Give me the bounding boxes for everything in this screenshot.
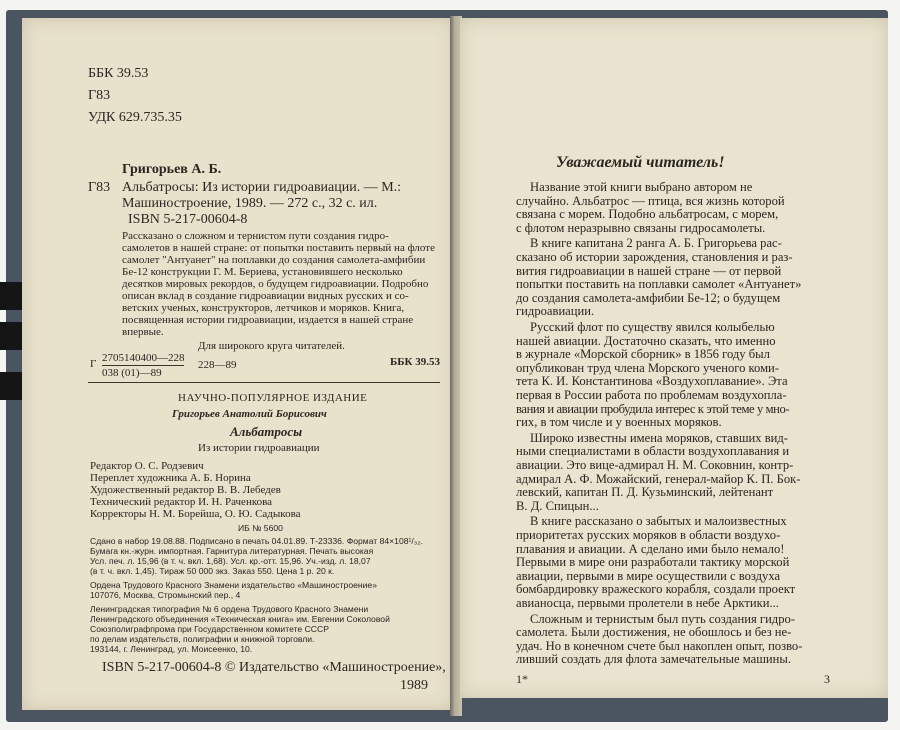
g83-top: Г83	[88, 88, 111, 103]
body-line: вания и авиации пробудила интерес к этой теме у мно-	[516, 401, 790, 416]
abstract-line: Бе-12 конструкции Г. М. Бериева, установившего несколько	[122, 266, 403, 278]
fraction-rule	[102, 365, 184, 366]
body-line: Широко известны имена моряков, ставших вид-	[530, 430, 788, 445]
credit-line: Переплет художника А. Б. Норина	[90, 472, 251, 484]
body-line: бомбардировку вражеского корабля, создали проект	[516, 582, 796, 597]
body-line: сказано об истории зарождения, становления и раз-	[516, 250, 793, 264]
title-line-2: Машиностроение, 1989. — 272 с., 32 с. ил.	[122, 196, 378, 211]
credit-line: Редактор О. С. Родзевич	[90, 460, 204, 472]
left-page	[22, 18, 454, 710]
udk-code: УДК 629.735.35	[88, 110, 182, 125]
print-detail: (в т. ч. вкл. 1,45). Тираж 50 000 экз. Заказ 550. Цена 1 р. 20 к.	[90, 566, 335, 576]
code-letter: Г	[90, 358, 97, 370]
body-line: авианосца, первыми пролетели в небе Арктики...	[516, 596, 779, 610]
body-line: гих, в том числе и у военных моряков.	[516, 415, 722, 430]
body-line: гидроавиации.	[516, 304, 595, 319]
body-line: Сложным и тернистым был путь создания гидро-	[530, 611, 796, 626]
body-line: в журнале «Морской сборник» в 1856 году был	[516, 347, 770, 362]
body-line: удач. Но в конечном счете был накоплен опыт, позво-	[516, 638, 803, 653]
credit-line: Технический редактор И. Н. Раченкова	[90, 496, 273, 508]
body-line: В книге капитана 2 ранга А. Б. Григорьева рас-	[530, 236, 782, 251]
body-line: авиации. Это вице-адмирал Н. М. Соковнин, контр-	[516, 458, 794, 472]
abstract-line: самолетов в нашей стране: от попытки поставить первый на флоте	[122, 242, 435, 254]
credit-line: Художественный редактор В. В. Лебедев	[90, 484, 281, 496]
print-detail: Усл. печ. л. 15,96 (в т. ч. вкл. 1,68). Усл. кр.-отт. 15,96. Уч.-изд. л. 18,07	[90, 556, 371, 566]
book-subtitle: Из истории гидроавиации	[198, 442, 320, 454]
body-line: вития гидроавиации в нашей стране — от первой	[516, 263, 782, 278]
book-title: Альбатросы	[230, 424, 303, 439]
body-line: попытки поставить на поплавки самолет «Антуанет»	[516, 277, 802, 292]
print-detail: Бумага кн.-журн. импортная. Гарнитура литературная. Печать высокая	[90, 546, 374, 556]
printer-detail: Союзполиграфпрома при Государственном комитете СССР	[90, 624, 329, 634]
publisher-detail: Ордена Трудового Красного Знамени издательство «Машиностроение»	[90, 580, 377, 590]
abstract-line: самолет "Антуанет" на поплавки до создания самолета-амфибии	[122, 254, 426, 266]
body-line: Название этой книги выбрано автором не	[530, 180, 753, 194]
edition-type: НАУЧНО-ПОПУЛЯРНОЕ ИЗДАНИЕ	[178, 392, 368, 404]
body-line: опубликован труд члена Морского ученого коми-	[516, 360, 779, 375]
body-line: первая в России работа по проблемам воздухопла-	[516, 388, 787, 402]
body-line: ными специалистами в области воздухоплавания и	[516, 444, 790, 459]
abstract-line: посвященная истории гидроавиации, издается в нашей стране	[122, 314, 414, 326]
body-line: связана с морем. Подобно альбатросам, с морем,	[516, 207, 779, 222]
body-line: самолета. Были достижения, не обошлось и без не-	[516, 625, 792, 640]
printer-detail: 193144, г. Ленинград, ул. Моисеенко, 10.	[90, 644, 253, 654]
body-line: ливший создать для флота замечательные машины.	[516, 652, 792, 667]
body-line: тета К. И. Константинова «Воздухоплавание». Эта	[516, 374, 788, 389]
body-line: В. Д. Спицын...	[516, 498, 599, 513]
body-line: адмирал А. Ф. Можайский, генерал-майор К. П. Бок-	[516, 471, 801, 486]
right-page	[460, 18, 888, 698]
author-heading: Григорьев А. Б.	[122, 162, 222, 177]
printer-detail: Ленинградского объединения «Техническая книга» им. Евгении Соколовой	[90, 614, 390, 624]
full-author: Григорьев Анатолий Борисович	[172, 408, 327, 420]
body-line: случайно. Альбатрос — птица, вся жизнь которой	[516, 193, 785, 208]
printer-detail: по делам издательств, полиграфии и книжной торговли.	[90, 634, 315, 644]
bbk-top: ББК 39.53	[88, 66, 149, 81]
body-line: В книге рассказано о забытых и малоизвестных	[530, 514, 787, 529]
body-line: Русский флот по существу явился колыбелью	[530, 320, 775, 334]
isbn-line: ISBN 5-217-00604-8	[128, 212, 248, 227]
code-numerator: 2705140400—228	[102, 352, 185, 364]
bbk-code: ББК 39.53	[390, 356, 441, 368]
ib-number: ИБ № 5600	[238, 523, 283, 533]
copyright-line: ISBN 5-217-00604-8 © Издательство «Машиностроение»,	[102, 660, 446, 675]
divider	[88, 382, 440, 383]
readership-note: Для широкого круга читателей.	[198, 340, 345, 352]
code-denominator: 038 (01)—89	[102, 367, 162, 379]
page-number: 3	[824, 672, 830, 686]
abstract-line: Рассказано о сложном и тернистом пути создания гидро-	[122, 230, 389, 242]
printer-detail: Ленинградская типография № 6 ордена Трудового Красного Знамени	[90, 604, 369, 614]
abstract-line: описан вклад в создание гидроавиации видных русских и со-	[122, 290, 409, 302]
body-line: авиации, первыми в мире осуществили с воздуха	[516, 568, 781, 583]
body-line: Первыми в мире они разработали тактику морской	[516, 555, 790, 570]
print-detail: Сдано в набор 19.08.88. Подписано в печать 04.01.89. Т-23336. Формат 84×108¹/₃₂.	[90, 536, 423, 546]
g83-side: Г83	[88, 180, 111, 195]
copyright-year: 1989	[400, 678, 428, 693]
body-line: левский, капитан П. Д. Кузьминский, лейтенант	[516, 485, 774, 500]
signature-mark: 1*	[516, 672, 528, 686]
body-line: приоритетах русских моряков в области воздухо-	[516, 528, 781, 542]
body-line: с флотом неразрывно связаны гидросамолеты.	[516, 220, 766, 235]
abstract-line: ветских ученых, конструкторов, летчиков и моряков. Книга,	[122, 302, 405, 314]
foreword-heading: Уважаемый читатель!	[556, 154, 725, 171]
body-line: нашей авиации. Достаточно сказать, что именно	[516, 333, 776, 348]
code-order: 228—89	[198, 359, 237, 371]
publisher-detail: 107076, Москва, Стромынский пер., 4	[90, 590, 241, 600]
body-line: до создания самолета-амфибии Бе-12; о будущем	[516, 290, 781, 305]
abstract-line: десятков мировых рекордов, о будущем гидроавиации. Подробно	[122, 278, 429, 290]
title-line-1: Альбатросы: Из истории гидроавиации. — М.:	[122, 180, 402, 195]
abstract-line: впервые.	[122, 326, 164, 338]
body-line: плавания и авиации. А сделано ими было немало!	[516, 541, 785, 556]
credit-line: Корректоры Н. М. Борейша, О. Ю. Садыкова	[90, 508, 301, 520]
